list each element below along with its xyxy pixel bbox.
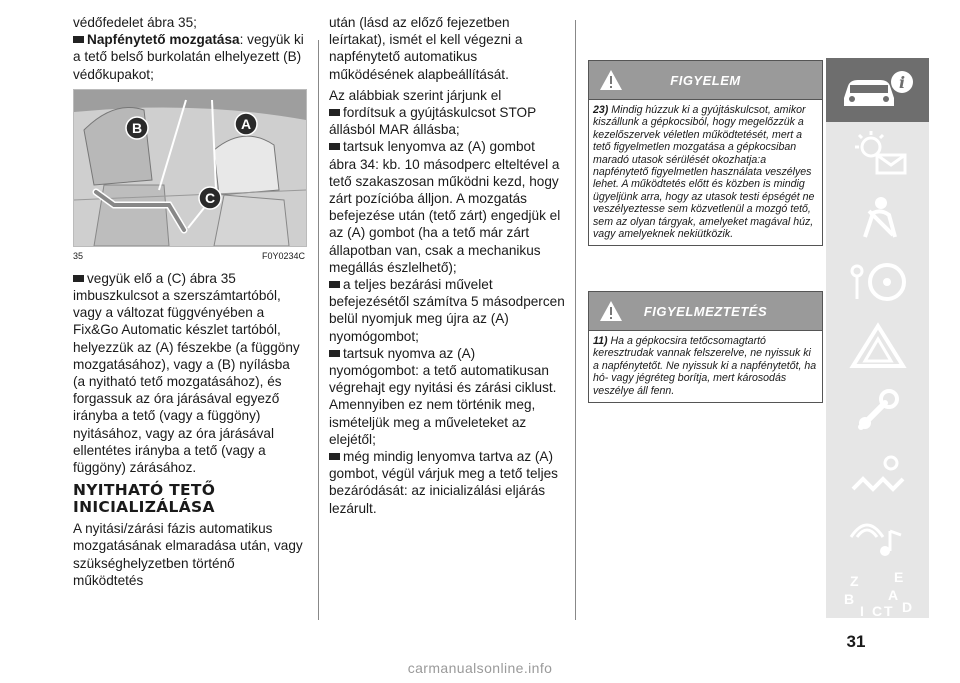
column-divider: [575, 20, 576, 620]
page-number: 31: [846, 632, 866, 651]
index-letter: T: [883, 603, 893, 618]
bullet-step-1: [329, 104, 565, 138]
bullet-icon: [73, 275, 84, 282]
tab-safety[interactable]: [826, 186, 929, 250]
multimedia-icon: [843, 513, 913, 563]
warning-triangle-icon: [599, 69, 623, 91]
notice-body: [589, 331, 822, 402]
column-divider: [318, 40, 319, 620]
index-letter: C: [871, 603, 882, 618]
paragraph-2: Az alábbiak szerint járjunk el: [329, 87, 502, 103]
notice-header: [589, 292, 822, 331]
warning-text: Mindig húzzuk ki a gyújtáskulcsot, amikor kiszállunk a gépkocsiból, hogy megelőzzük a kezelőszervek véletlen működtetését, mert a tető figyelmetlen mozgatása a gépkocsiban maradó utasok sérülését okozhatja:a napfénytető figyelmetlen használata veszélyes lehet. A működtetés előtt és közben is mindig ügyeljünk arra, hogy az utasok testi épségét ne veszélyeztesse sem közvetlenül a mozgó tető, sem az olyan tárgyak, amelyeket magával húz, vagy amelyeknek nekiütközik.: [593, 104, 815, 241]
bullet-step-5: [329, 448, 565, 517]
bullet-step-4: [329, 345, 565, 448]
bullet-icon: [329, 350, 340, 357]
tab-warning-lights[interactable]: [826, 122, 929, 186]
tab-car-info[interactable]: [826, 58, 929, 122]
warning-box: [588, 60, 823, 246]
watermark: carmanualsonline.info: [407, 660, 553, 676]
tab-emergency[interactable]: [826, 314, 929, 378]
steering-key-icon: [843, 257, 913, 307]
column-left: [73, 14, 305, 589]
bullet-step-2: [329, 138, 565, 276]
tab-index[interactable]: [826, 570, 929, 618]
intro-text: védőfedelet ábra 35;: [73, 15, 197, 30]
seatbelt-airbag-icon: [843, 193, 913, 243]
tab-specs[interactable]: [826, 442, 929, 506]
notice-text: Ha a gépkocsira tetőcsomagtartó keresztrudak vannak felszerelve, ne nyissuk ki a napfénytetőt. Ne nyissuk ki a napfénytetőt, ha hó- vagy jégréteg borítja, mert károsodás veszélye áll fenn.: [593, 335, 817, 397]
bullet-icon: [329, 281, 340, 288]
figure-code: F0Y0234C: [261, 250, 305, 261]
bullet-hex-key: [73, 270, 305, 476]
svg-text:i: i: [898, 73, 905, 92]
index-letter: Z: [849, 573, 859, 589]
index-icon: [838, 570, 918, 618]
notice-title: FIGYELMEZTETÉS: [643, 303, 768, 319]
warning-triangle-icon: [599, 300, 623, 322]
bullet-step-3: [329, 276, 565, 345]
notice-box: [588, 291, 823, 403]
figure-label-a: A: [240, 115, 252, 132]
bullet-icon: [329, 143, 340, 150]
bullet-text: még mindig lenyomva tartva az (A) gombot, végül várjuk meg a tető teljes bezáródását: az inicializálási eljárás lezárult.: [329, 449, 558, 516]
section-heading: NYITHATÓ TETŐ INICIALIZÁLÁSA: [73, 481, 216, 517]
figure-number: 35: [73, 250, 84, 261]
bullet-sunroof-move: [73, 31, 305, 83]
sunroof-illustration: [74, 90, 306, 246]
bullet-text: tartsuk nyomva az (A) nyomógombot: a tető automatikusan végrehajt egy nyitási és zárási ciklust. Amennyiben ez nem történik meg, ismételjük meg a műveleteket az elejétől;: [329, 345, 557, 447]
warning-body: [589, 100, 822, 245]
bullet-text: fordítsuk a gyújtáskulcsot STOP állásból MAR állásba;: [329, 105, 536, 138]
figure-label-c: C: [204, 189, 216, 206]
specs-icon: [843, 449, 913, 499]
index-letter: D: [901, 599, 912, 615]
bullet-text: tartsuk lenyomva az (A) gombot ábra 34: kb. 10 másodperc elteltével a tető szakaszosan működni kezd, hogy zárt pozícióba álljon. A mozgatás befejezése után (tető zárt) engedjük el az (A) gombot (ha a tető már zárt állapotban van, csak a mechanikus megállás észlelhető);: [329, 139, 561, 275]
index-letter: B: [843, 591, 854, 607]
bullet-icon: [329, 109, 340, 116]
index-letter: I: [859, 603, 864, 618]
car-info-icon: [838, 68, 918, 112]
section-paragraph: A nyitási/zárási fázis automatikus mozgatásának elmaradása után, vagy szükséghelyzetben történő működtetés: [73, 521, 303, 588]
emergency-triangle-icon: [843, 321, 913, 371]
warning-header: [589, 61, 822, 100]
warning-lights-icon: [843, 129, 913, 179]
bullet-icon: [329, 453, 340, 460]
warning-number: 23): [593, 104, 609, 116]
index-letter: E: [893, 570, 903, 585]
bullet-bold-lead: Napfénytető mozgatása: [87, 32, 240, 48]
figure-35: [73, 89, 307, 247]
maintenance-wrench-icon: [843, 385, 913, 435]
tab-starting-driving[interactable]: [826, 250, 929, 314]
bullet-text: : vegyük ki a tető belső burkolatán elhelyezett (B) védőkupakot;: [73, 32, 304, 82]
figure-label-b: B: [131, 119, 143, 136]
chapter-sidebar: [826, 58, 929, 618]
index-letter: A: [887, 587, 898, 603]
bullet-icon: [73, 36, 84, 43]
paragraph-1: után (lásd az előző fejezetben leírtakat), ismét el kell végezni a napfénytető automatikus működésének alapbeállítását.: [329, 15, 523, 82]
tab-multimedia[interactable]: [826, 506, 929, 570]
figure-caption: [73, 251, 305, 262]
warning-title: FIGYELEM: [670, 72, 741, 88]
bullet-text: a teljes bezárási művelet befejezésétől számítva 5 másodpercen belül nyomjuk meg újra az (A) nyomógombot;: [329, 277, 565, 344]
notice-number: 11): [593, 335, 608, 347]
column-middle: [329, 14, 565, 517]
tab-maintenance[interactable]: [826, 378, 929, 442]
bullet-text: vegyük elő a (C) ábra 35 imbuszkulcsot a szerszámtartóból, vagy a változat függvényében a Fix&Go Automatic készlet tartóból, helyezzük az (A) fészekbe (a függöny mozgatásához), vagy a (B) nyílásba (a nyitható tető mozgatásához), és forgassuk az óra járásával egyező irányba a tető (vagy a függöny) nyitásához, vagy az óra járásával ellentétes irányba a tető (vagy a függöny) zárásához.: [73, 270, 300, 476]
